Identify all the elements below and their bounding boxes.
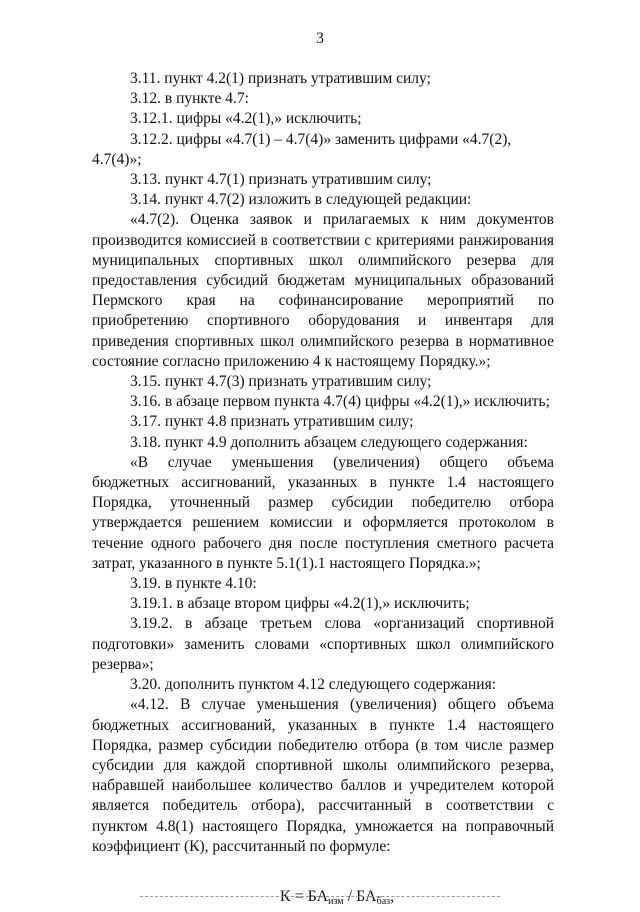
formula-subscript-base: баз [376, 895, 391, 907]
document-body [92, 69, 554, 912]
paragraph-3-15: 3.15. пункт 4.7(3) признать утратившим силу; [130, 373, 432, 391]
correction-coefficient-formula [92, 887, 554, 912]
paragraph-4-12-text: «4.12. В случае уменьшения (увеличения) общего объема бюджетных ассигнований, указанных в пункте 1.4 настоящего Порядка, размер субсидии победителю отбора (в том числе размер субсидии для каждой спортивной школы олимпийского резерва, набравшей наибольшее количество баллов и учредителем которой является победитель отбора), рассчитанный в соответствии с пунктом 4.8(1) настоящего Порядка, умножается на поправочный коэффициент (К), рассчитанный по формуле: [92, 696, 554, 855]
paragraph-3-11: 3.11. пункт 4.2(1) признать утратившим силу; [130, 70, 431, 87]
paragraph-3-12-2: 3.12.2. цифры «4.7(1) – 4.7(4)» заменить цифрами «4.7(2), 4.7(4)»; [92, 130, 512, 168]
paragraph-4-7-2-text: «4.7(2). Оценка заявок и прилагаемых к ним документов производится комиссией в соответствии с критериями ранжирования муниципальных спортивных школ олимпийского резерва для предоставления субсидий бюджетам муниципальных образований Пермского края на софинансирование мероприятий по приобретению спортивного оборудования и инвентаря для приведения спортивных школ олимпийского резерва в нормативное состояние согласно приложению 4 к настоящему Порядку.»; [92, 211, 554, 370]
paragraph-3-19-1: 3.19.1. в абзаце втором цифры «4.2(1),» исключить; [130, 595, 470, 613]
paragraph-3-13: 3.13. пункт 4.7(1) признать утратившим силу; [130, 171, 432, 189]
paragraph-4-9-addition: «В случае уменьшения (увеличения) общего объема бюджетных ассигнований, указанных в пункте 1.4 настоящего Порядка, уточненный размер субсидии победителю отбора утверждается решением комиссии и оформляется протоколом в течение одного рабочего дня после поступления сметного расчета затрат, указанного в пункте 5.1(1).1 настоящего Порядка.»; [92, 453, 554, 572]
paragraph-3-18: 3.18. пункт 4.9 дополнить абзацем следующего содержания: [130, 433, 528, 451]
formula-lhs: К = БА [279, 887, 329, 905]
paragraph-3-16: 3.16. в абзаце первом пункта 4.7(4) цифры «4.2(1),» исключить; [130, 393, 550, 411]
paragraph-3-19-2: 3.19.2. в абзаце третьем слова «организаций спортивной подготовки» заменить словами «спортивных школ олимпийского резерва»; [92, 615, 554, 673]
paragraph-3-19: 3.19. в пункте 4.10: [130, 575, 257, 593]
paragraph-3-20: 3.20. дополнить пунктом 4.12 следующего содержания: [130, 676, 496, 694]
formula-subscript-changed: изм [328, 895, 344, 907]
footer-rule [140, 896, 500, 897]
paragraph-3-12: 3.12. в пункте 4.7: [130, 90, 249, 108]
paragraph-3-12-1: 3.12.1. цифры «4.2(1),» исключить; [130, 110, 362, 128]
formula-tail: , [390, 887, 395, 905]
page-number: 3 [316, 30, 324, 47]
paragraph-3-17: 3.17. пункт 4.8 признать утратившим силу; [130, 413, 414, 431]
formula-divider: / БА [343, 887, 377, 905]
paragraph-3-14: 3.14. пункт 4.7(2) изложить в следующей редакции: [130, 191, 472, 209]
